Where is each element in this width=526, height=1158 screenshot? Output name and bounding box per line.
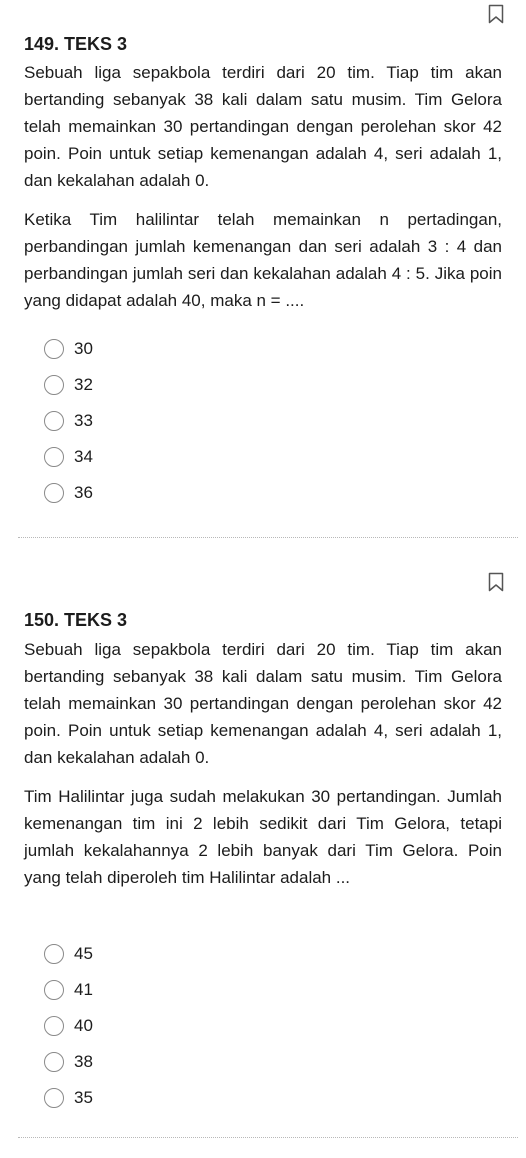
answer-option[interactable] (44, 972, 93, 1008)
option-label: 32 (74, 375, 93, 394)
bookmark-icon[interactable] (488, 572, 504, 592)
bookmark-icon[interactable] (488, 4, 504, 24)
radio-button[interactable] (44, 1016, 64, 1036)
radio-button[interactable] (44, 944, 64, 964)
option-label: 40 (74, 1016, 93, 1035)
radio-button[interactable] (44, 1052, 64, 1072)
answer-option[interactable] (44, 1008, 93, 1044)
radio-button[interactable] (44, 483, 64, 503)
question-paragraph: Sebuah liga sepakbola terdiri dari 20 tim. Tiap tim akan bertanding sebanyak 38 kali dalam satu musim. Tim Gelora telah memainkan 30 pertandingan dengan perolehan skor 42 poin. Poin untuk setiap kemenangan adalah 4, seri adalah 1, dan kekalahan adalah 0. (24, 63, 502, 190)
option-label: 34 (74, 447, 93, 466)
answer-option[interactable] (44, 475, 93, 511)
question-paragraph: Tim Halilintar juga sudah melakukan 30 pertandingan. Jumlah kemenangan tim ini 2 lebih sedikit dari Tim Gelora, tetapi jumlah kekalahannya 2 lebih banyak dari Tim Gelora. Poin yang telah diperoleh tim Halilintar adalah ... (24, 787, 502, 887)
radio-button[interactable] (44, 1088, 64, 1108)
answer-options (44, 331, 93, 511)
question-paragraph: Ketika Tim halilintar telah memainkan n pertadingan, perbandingan jumlah kemenangan dan seri adalah 3 : 4 dan perbandingan jumlah seri dan kekalahan adalah 4 : 5. Jika poin yang didapat adalah 40, maka n = .... (24, 210, 502, 310)
radio-button[interactable] (44, 447, 64, 467)
answer-option[interactable] (44, 439, 93, 475)
option-label: 35 (74, 1088, 93, 1107)
answer-option[interactable] (44, 1044, 93, 1080)
radio-button[interactable] (44, 411, 64, 431)
question-title: 149. TEKS 3 (24, 34, 128, 54)
answer-option[interactable] (44, 367, 93, 403)
answer-option[interactable] (44, 403, 93, 439)
radio-button[interactable] (44, 339, 64, 359)
option-label: 45 (74, 944, 93, 963)
answer-option[interactable] (44, 331, 93, 367)
answer-option[interactable] (44, 936, 93, 972)
section-divider (18, 1137, 518, 1138)
option-label: 36 (74, 483, 93, 502)
option-label: 38 (74, 1052, 93, 1071)
option-label: 30 (74, 339, 93, 358)
question-text (24, 59, 502, 314)
option-label: 33 (74, 411, 93, 430)
answer-option[interactable] (44, 1080, 93, 1116)
question-text (24, 636, 502, 891)
radio-button[interactable] (44, 980, 64, 1000)
answer-options (44, 936, 93, 1116)
question-title: 150. TEKS 3 (24, 610, 128, 630)
section-divider (18, 537, 518, 538)
radio-button[interactable] (44, 375, 64, 395)
question-paragraph: Sebuah liga sepakbola terdiri dari 20 tim. Tiap tim akan bertanding sebanyak 38 kali dalam satu musim. Tim Gelora telah memainkan 30 pertandingan dengan perolehan skor 42 poin. Poin untuk setiap kemenangan adalah 4, seri adalah 1, dan kekalahan adalah 0. (24, 640, 502, 767)
option-label: 41 (74, 980, 93, 999)
